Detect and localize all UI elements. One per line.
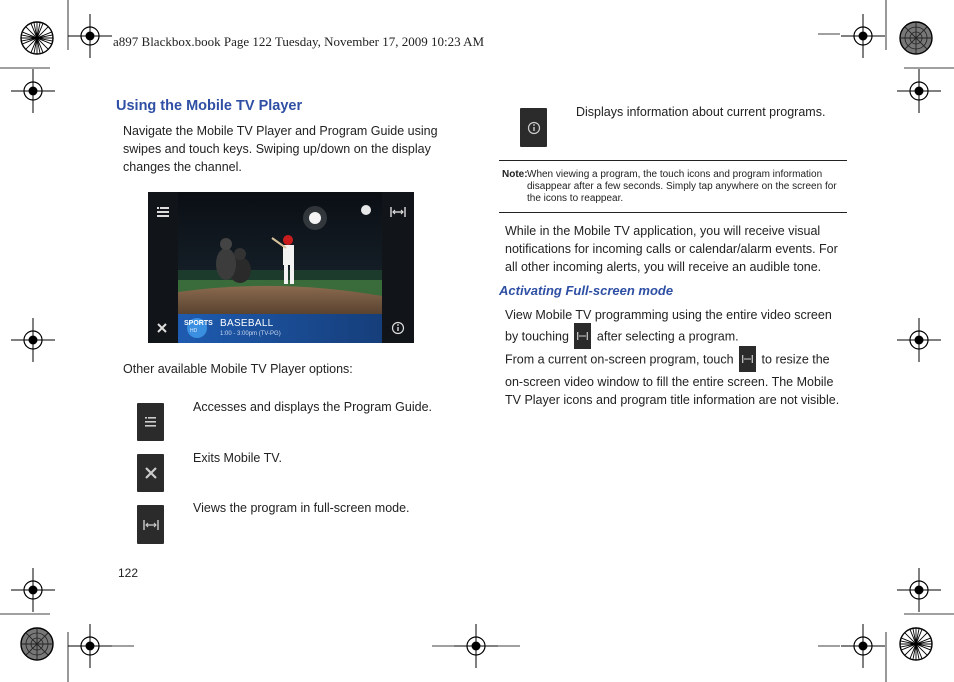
info-description: Displays information about current programs. bbox=[576, 105, 826, 119]
note-text: When viewing a program, the touch icons and program information disappear after a few seconds. Simply tap anywhere on the screen for the icons to reappear. bbox=[527, 169, 837, 204]
fullscreen-icon bbox=[574, 323, 591, 349]
fullscreen-paragraph-1 bbox=[505, 306, 847, 350]
exit-icon[interactable] bbox=[156, 322, 168, 334]
option-description: Exits Mobile TV. bbox=[193, 451, 282, 465]
channel-logo: SPORTS bbox=[184, 320, 213, 327]
fullscreen-icon bbox=[137, 505, 164, 544]
subsection-title: Activating Full-screen mode bbox=[499, 283, 674, 298]
fullscreen-icon bbox=[739, 346, 756, 372]
program-guide-icon[interactable] bbox=[156, 206, 170, 218]
text-run: to resize the on-screen video window to fill the entire screen. The Mobile TV Player icons and program title information are not visible. bbox=[505, 352, 840, 407]
exit-icon bbox=[137, 454, 164, 492]
text-run: after selecting a program. bbox=[596, 329, 739, 344]
note-box bbox=[499, 160, 847, 213]
info-icon[interactable] bbox=[391, 321, 405, 335]
program-time: 1:00 - 3:00pm (TV-PG) bbox=[220, 331, 281, 337]
fullscreen-icon[interactable] bbox=[390, 206, 406, 218]
mobile-tv-screenshot bbox=[148, 192, 414, 343]
program-guide-icon bbox=[137, 403, 164, 441]
channel-logo-sub: HD bbox=[190, 328, 198, 334]
notifications-paragraph: While in the Mobile TV application, you will receive visual notifications for incoming calls or calendar/alarm events. For all other incoming alerts, you will receive an audible tone. bbox=[505, 224, 838, 274]
intro-paragraph: Navigate the Mobile TV Player and Program Guide using swipes and touch keys. Swiping up/down on the display changes the channel. bbox=[123, 124, 438, 174]
program-title: BASEBALL bbox=[220, 318, 274, 329]
page-number: 122 bbox=[118, 566, 139, 580]
text-run: View Mobile TV programming using the entire video screen by touching bbox=[505, 308, 832, 344]
text-run: From a current on-screen program, touch bbox=[505, 352, 734, 367]
option-description: Accesses and displays the Program Guide. bbox=[193, 400, 433, 414]
running-head: a897 Blackbox.book Page 122 Tuesday, November 17, 2009 10:23 AM bbox=[113, 34, 485, 49]
fullscreen-paragraph-2 bbox=[505, 347, 847, 409]
option-description: Views the program in full-screen mode. bbox=[193, 501, 410, 515]
note-label: Note: bbox=[502, 169, 528, 180]
info-icon bbox=[520, 108, 547, 147]
section-title: Using the Mobile TV Player bbox=[116, 98, 303, 114]
options-intro: Other available Mobile TV Player options: bbox=[123, 362, 353, 376]
